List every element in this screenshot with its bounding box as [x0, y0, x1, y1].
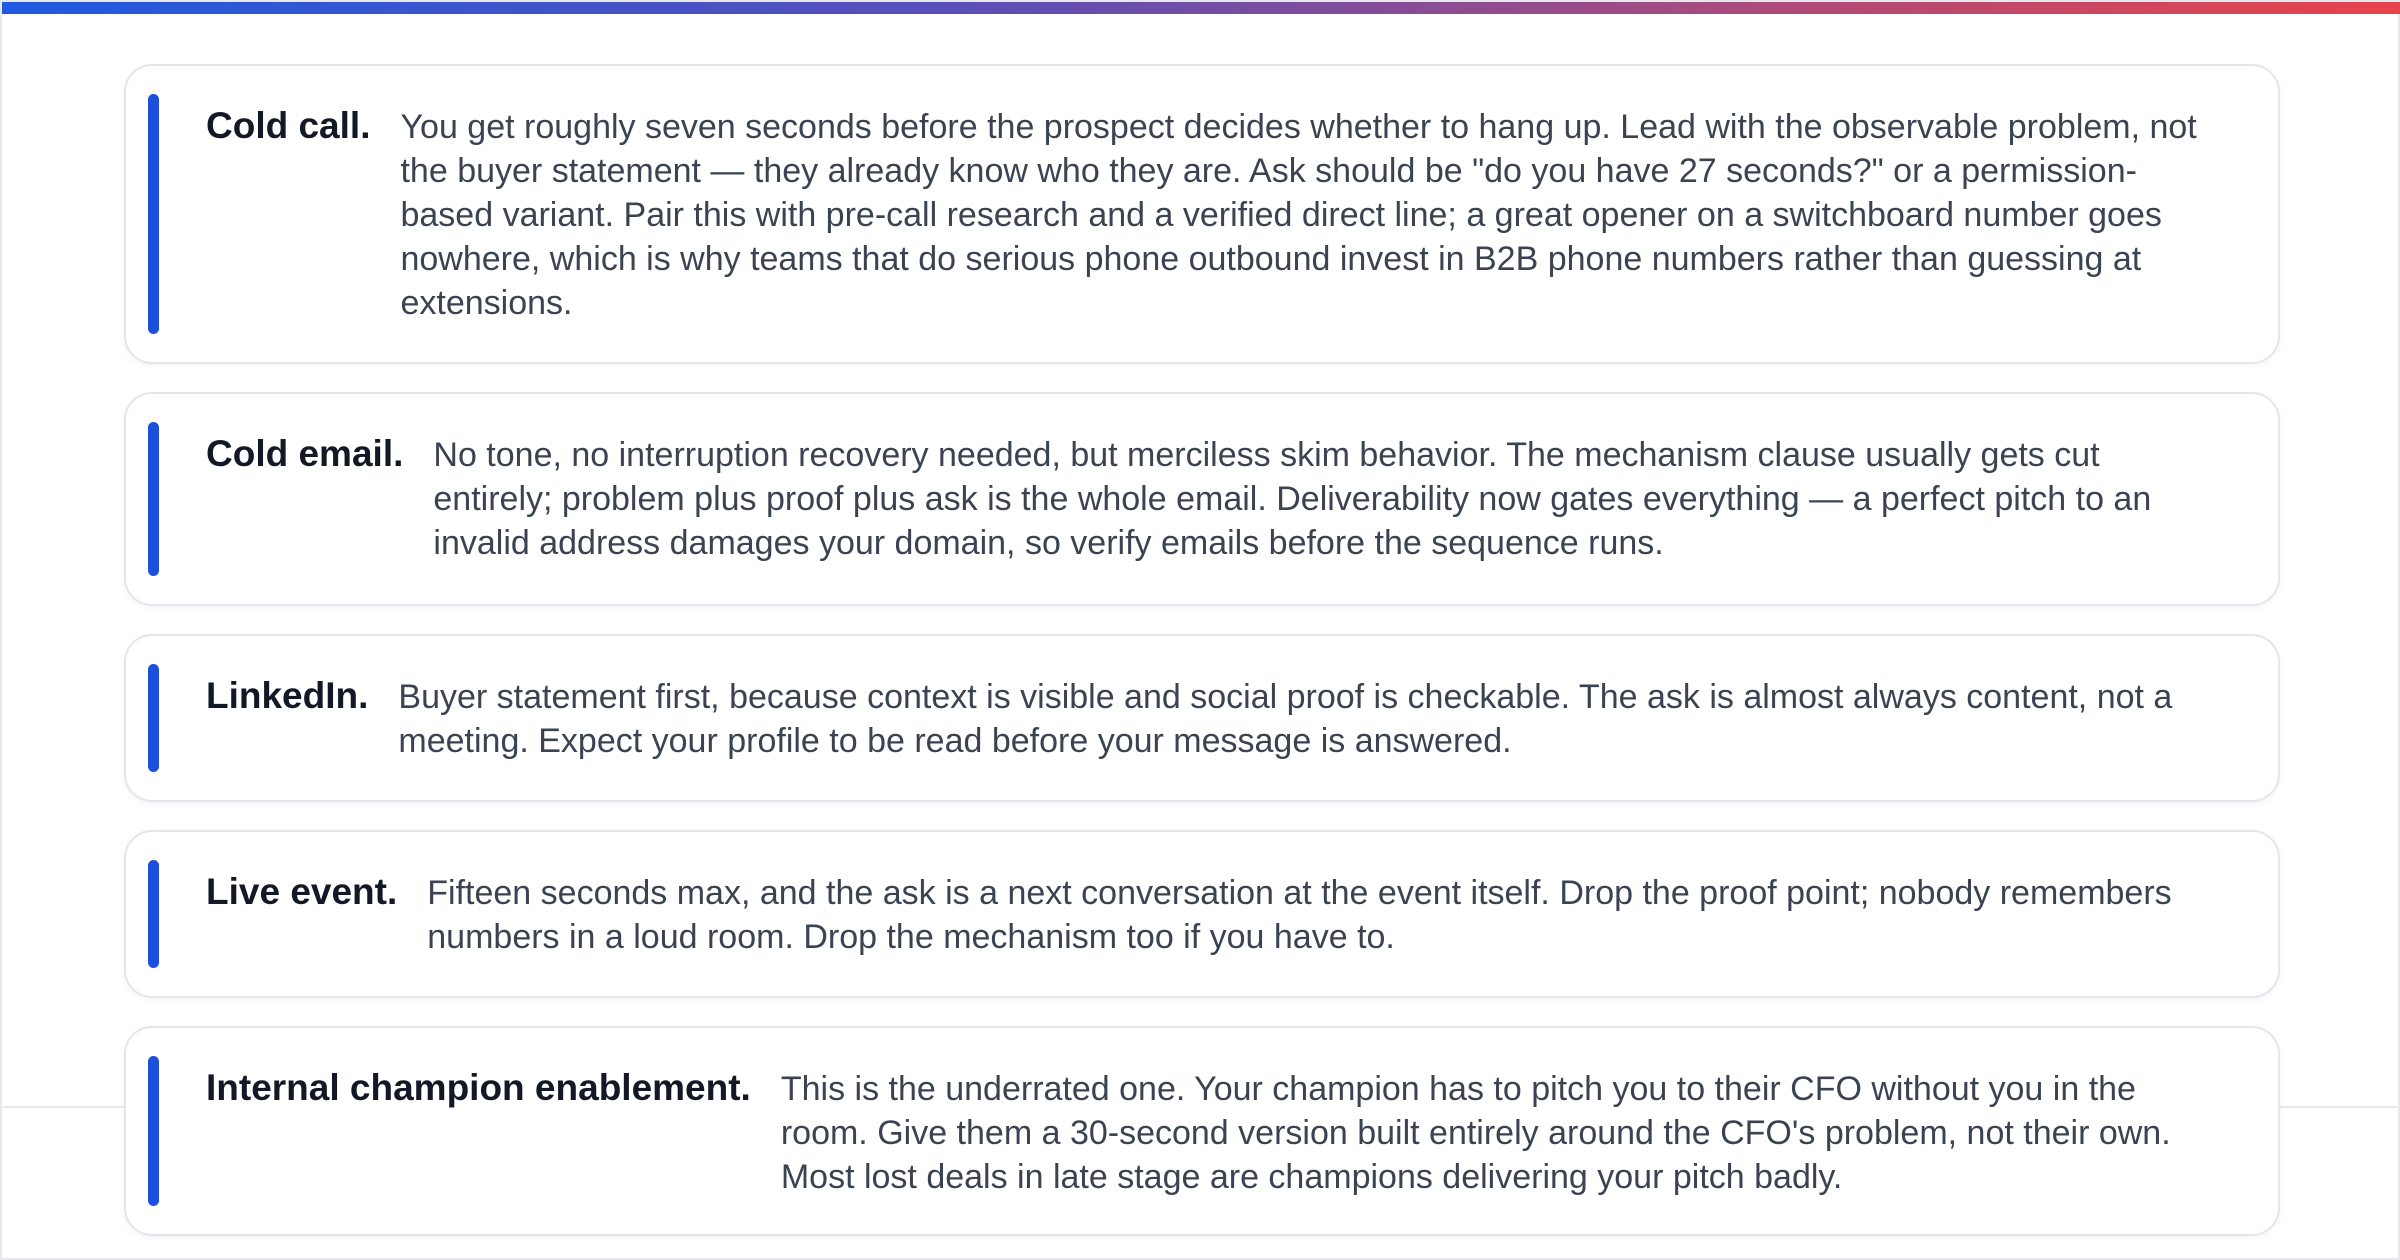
- card-cold-call: [124, 64, 2280, 364]
- card-accent-bar: [148, 422, 159, 576]
- card-body: This is the underrated one. Your champion has to pitch you to their CFO without you in the room. Give them a 30-second version built entirely around the CFO's problem, not their own. Most lost deals in late stage are champions delivering your pitch badly.: [780, 1070, 2171, 1196]
- card-internal-champion: [124, 1026, 2280, 1236]
- channel-card-list: [124, 64, 2280, 1260]
- card-accent-bar: [148, 860, 159, 968]
- card-heading: Cold call.: [206, 105, 371, 146]
- card-linkedin: [124, 634, 2280, 802]
- card-cold-email: [124, 392, 2280, 606]
- card-live-event: [124, 830, 2280, 998]
- card-heading: Live event.: [206, 871, 398, 912]
- card-heading: LinkedIn.: [206, 675, 369, 716]
- card-accent-bar: [148, 664, 159, 772]
- card-body: You get roughly seven seconds before the prospect decides whether to hang up. Lead with the observable problem, not the buyer statement — they already know who they are. Ask should be "do you have 27 seconds?" or a permission-based variant. Pair this with pre-call research and a verified direct line; a great opener on a switchboard number goes nowhere, which is why teams that do serious phone outbound invest in B2B phone numbers rather than guessing at extensions.: [400, 108, 2197, 322]
- card-body: No tone, no interruption recovery needed, but merciless skim behavior. The mechanism clause usually gets cut entirely; problem plus proof plus ask is the whole email. Deliverability now gates everything — a perfect pitch to an invalid address damages your domain, so verify emails before the sequence runs.: [433, 436, 2152, 562]
- card-heading: Cold email.: [206, 433, 404, 474]
- gradient-top-bar: [2, 2, 2400, 14]
- card-accent-bar: [148, 1056, 159, 1206]
- card-body: Buyer statement first, because context is visible and social proof is checkable. The ask is almost always content, not a meeting. Expect your profile to be read before your message is answered.: [398, 678, 2173, 760]
- card-heading: Internal champion enablement.: [206, 1067, 751, 1108]
- card-accent-bar: [148, 94, 159, 334]
- card-body: Fifteen seconds max, and the ask is a next conversation at the event itself. Drop the proof point; nobody remembers numbers in a loud room. Drop the mechanism too if you have to.: [427, 874, 2172, 956]
